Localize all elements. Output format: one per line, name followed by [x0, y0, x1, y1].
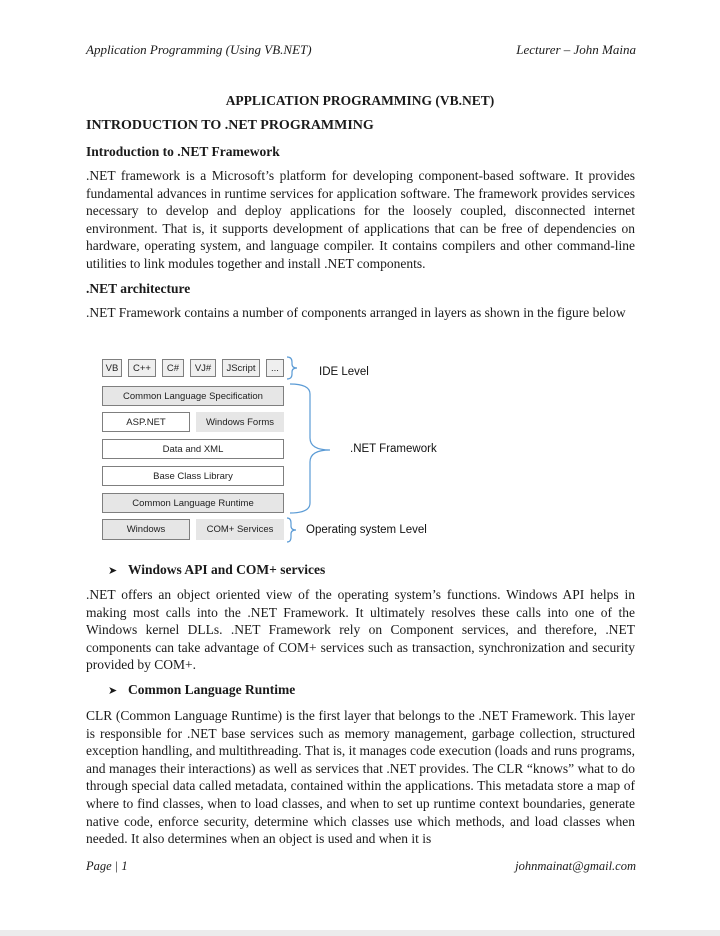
layer-data-xml: Data and XML: [102, 439, 284, 459]
ide-brace: [287, 357, 297, 379]
label-net-framework: .NET Framework: [350, 443, 437, 455]
lang-jscript: JScript: [222, 359, 260, 377]
footer-page-number: Page | 1: [86, 859, 128, 873]
lang-vjsharp: VJ#: [190, 359, 216, 377]
clr-paragraph: CLR (Common Language Runtime) is the first layer that belongs to the .NET Framework. This layer is responsible for .NET base services such as memory management, garbage collection, structured exception handling, and multithreading. That is, it manages code execution (loads and runs programs, and manages their interactions) as well as services that .NET provides. The CLR “knows” what to do through special data called metadata, contained within the applications. This metadata store a map of where to find classes, when to load classes, and when to set up runtime context boundaries, generate native code, enforce security, determine which classes use which methods, and load classes when needed. It also determines when an object is used and when it is: [86, 708, 635, 847]
bullet-windows-api-heading: [108, 562, 325, 578]
footer-email: johnmainat@gmail.com: [515, 859, 636, 873]
layer-cls: Common Language Specification: [102, 386, 284, 406]
document-title: APPLICATION PROGRAMMING (VB.NET): [225, 93, 495, 108]
architecture-paragraph: .NET Framework contains a number of components arranged in layers as shown in the figure below: [86, 305, 626, 320]
layer-base-class-library: Base Class Library: [102, 466, 284, 486]
bullet-clr-text: Common Language Runtime: [128, 682, 296, 697]
lang-more: ...: [266, 359, 284, 377]
layer-aspnet: ASP.NET: [102, 412, 190, 432]
header-lecturer: Lecturer – John Maina: [516, 42, 636, 57]
windows-api-paragraph: .NET offers an object oriented view of the operating system’s functions. Windows API helps in making most calls into the .NET Framework. It ultimately resolves these calls into one of the Windows kernel DLLs. .NET Framework rely on Component services, and therefore, .NET components can take advantage of COM+ services such as transaction, synchronization and security provided by COM+.: [86, 587, 635, 673]
bullet-arrow-icon: ➤: [108, 564, 118, 577]
layer-windows: Windows: [102, 519, 190, 540]
label-ide-level: IDE Level: [319, 366, 369, 378]
framework-brace: [290, 384, 330, 513]
header-course-title: Application Programming (Using VB.NET): [86, 42, 312, 57]
lang-vb: VB: [102, 359, 122, 377]
bullet-arrow-icon: ➤: [108, 684, 118, 697]
lang-cpp: C++: [128, 359, 156, 377]
architecture-heading: .NET architecture: [86, 281, 191, 296]
lang-csharp: C#: [162, 359, 184, 377]
intro-paragraph: .NET framework is a Microsoft’s platform for developing component-based software. It provides fundamental advances in runtime services for application software. The framework provides services necessary to develop and deploy applications for the loosely coupled, disconnected internet environment. That is, it supports development of applications that can be free of dependencies on hardware, operating system, and language compiler. It contains compilers and other command-line utilities to link modules together and install .NET components.: [86, 168, 635, 271]
layer-com-services: COM+ Services: [196, 519, 284, 540]
layer-clr: Common Language Runtime: [102, 493, 284, 513]
section-title: INTRODUCTION TO .NET PROGRAMMING: [86, 118, 374, 133]
intro-heading: Introduction to .NET Framework: [86, 144, 280, 159]
bullet-windows-api-text: Windows API and COM+ services: [128, 562, 326, 577]
bullet-clr-heading: [108, 682, 295, 698]
label-os-level: Operating system Level: [306, 524, 427, 536]
layer-windows-forms: Windows Forms: [196, 412, 284, 432]
os-brace: [287, 518, 296, 542]
